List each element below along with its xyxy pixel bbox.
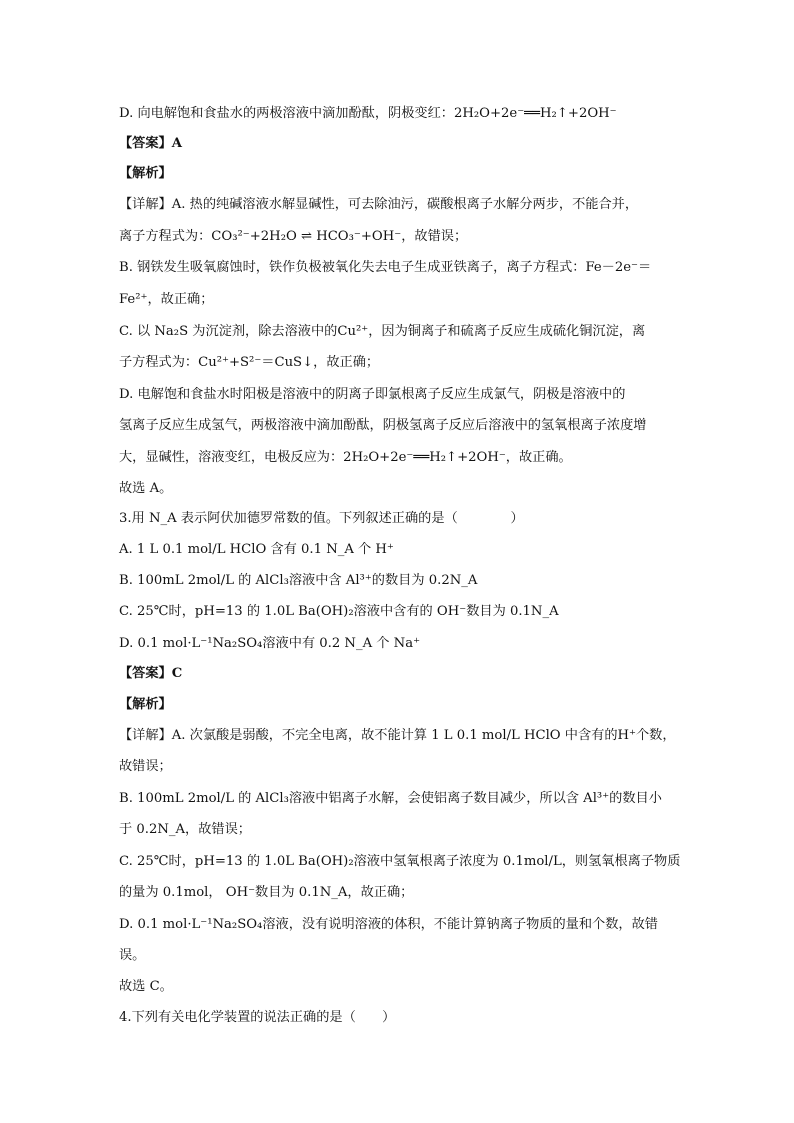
question-3-option-c: C. 25℃时，pH=13 的 1.0L Ba(OH)₂溶液中含有的 OH⁻数目为 0.1N_A [119,604,559,619]
explanation-q2-c-1: C. 以 Na₂S 为沉淀剂，除去溶液中的Cu²⁺，因为铜离子和硫离子反应生成硫化铜沉淀，离 [119,324,646,339]
explanation-q3-b-1: B. 100mL 2mol/L 的 AlCl₃溶液中铝离子水解，会使铝离子数目减少，所以含 Al³⁺的数目小 [119,791,662,806]
explanation-q3-d-2: 误。 [119,948,146,963]
explanation-q2-d-2: 氢离子反应生成氢气，两极溶液中滴加酚酞，阴极氢离子反应后溶液中的氢氧根离子浓度增 [119,418,647,433]
question-4-stem: 4.下列有关电化学装置的说法正确的是（ ） [119,1010,396,1025]
question-3-option-d: D. 0.1 mol·L⁻¹Na₂SO₄溶液中有 0.2 N_A 个 Na⁺ [119,636,421,651]
explanation-q3-c-1: C. 25℃时，pH=13 的 1.0L Ba(OH)₂溶液中氢氧根离子浓度为 0.1mol/L，则氢氧根离子物质 [119,854,681,869]
explanation-q3-d-1: D. 0.1 mol·L⁻¹Na₂SO₄溶液，没有说明溶液的体积，不能计算钠离子物质的量和个数，故错 [119,917,658,932]
explanation-q3-a-1: 【详解】A. 次氯酸是弱酸，不完全电离，故不能计算 1 L 0.1 mol/L HClO 中含有的H⁺个数， [119,728,676,743]
explanation-q2-a-1: 【详解】A. 热的纯碱溶液水解显碱性，可去除油污，碳酸根离子水解分两步，不能合并， [119,197,639,212]
option-d-statement: D. 向电解饱和食盐水的两极溶液中滴加酚酞，阴极变红：2H₂O+2e⁻══H₂↑+2OH⁻ [119,106,617,121]
answer-label-q2: 【答案】A [119,136,182,151]
explanation-q3-b-2: 于 0.2N_A，故错误； [119,822,251,837]
question-3-stem: 3.用 N_A 表示阿伏加德罗常数的值。下列叙述正确的是（ ） [119,511,524,526]
explanation-q3-c-2: 的量为 0.1mol， OH⁻数目为 0.1N_A，故正确； [119,885,414,900]
explanation-q2-d-1: D. 电解饱和食盐水时阳极是溶液中的阴离子即氯根离子反应生成氯气，阴极是溶液中的 [119,387,626,402]
analysis-label-q2: 【解析】 [119,166,172,181]
question-3-option-a: A. 1 L 0.1 mol/L HClO 含有 0.1 N_A 个 H⁺ [119,542,394,557]
explanation-q2-d-3: 大，显碱性，溶液变红，电极反应为：2H₂O+2e⁻══H₂↑+2OH⁻，故正确。 [119,450,572,465]
conclusion-q2: 故选 A。 [119,481,173,496]
analysis-label-q3: 【解析】 [119,697,172,712]
explanation-q2-b-2: Fe²⁺，故正确； [119,292,214,307]
answer-label-q3: 【答案】C [119,666,183,681]
explanation-q2-b-1: B. 钢铁发生吸氧腐蚀时，铁作负极被氧化失去电子生成亚铁离子，离子方程式：Fe－2e⁻＝ [119,260,652,275]
conclusion-q3: 故选 C。 [119,979,173,994]
explanation-q3-a-2: 故错误； [119,759,172,774]
explanation-q2-c-2: 子方程式为：Cu²⁺+S²⁻＝CuS↓，故正确； [119,355,380,370]
question-3-option-b: B. 100mL 2mol/L 的 AlCl₃溶液中含 Al³⁺的数目为 0.2N_A [119,573,478,588]
explanation-q2-a-2: 离子方程式为：CO₃²⁻+2H₂O ⇌ HCO₃⁻+OH⁻，故错误； [119,229,468,244]
